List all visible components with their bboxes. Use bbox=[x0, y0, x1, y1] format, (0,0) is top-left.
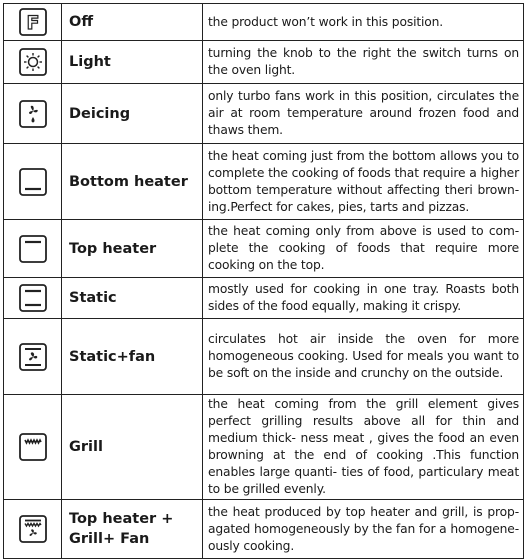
table-row bbox=[4, 395, 524, 500]
mode-name: Bottom heater bbox=[62, 144, 203, 220]
mode-name: Deicing bbox=[62, 84, 203, 144]
mode-name: Static bbox=[62, 278, 203, 319]
table-row bbox=[4, 319, 524, 395]
mode-name: Top heater bbox=[62, 220, 203, 278]
static-fan-icon bbox=[18, 342, 48, 372]
table-row bbox=[4, 41, 524, 84]
top-heater-grill-fan-icon bbox=[18, 514, 48, 544]
mode-description: only turbo fans work in this position, circulates the air at room temperature around frozen food and thaws them. bbox=[203, 84, 524, 144]
mode-description: mostly used for cooking in one tray. Roasts both sides of the food equally, making it crispy. bbox=[203, 278, 524, 319]
mode-description: turning the knob to the right the switch turns on the oven light. bbox=[203, 41, 524, 84]
deicing-icon bbox=[18, 99, 48, 129]
svg-text:F: F bbox=[26, 12, 39, 34]
table-row bbox=[4, 278, 524, 319]
bottom-heater-icon bbox=[18, 167, 48, 197]
off-f-icon bbox=[18, 7, 48, 37]
mode-name: Top heater + Grill+ Fan bbox=[62, 500, 203, 559]
mode-name: Grill bbox=[62, 395, 203, 500]
oven-functions-table bbox=[3, 3, 524, 559]
mode-description: circulates hot air inside the oven for more homogeneous cooking. Used for meals you want to be soft on the inside and crunchy on the outside. bbox=[203, 319, 524, 395]
table-row bbox=[4, 144, 524, 220]
table-row bbox=[4, 4, 524, 41]
mode-description: the heat coming just from the bottom allows you to complete the cooking of foods that require a higher bottom temperature without affecting theri brown- ing.Perfect for cakes, pies, tarts and pizzas. bbox=[203, 144, 524, 220]
mode-name: Light bbox=[62, 41, 203, 84]
mode-description: the heat produced by top heater and grill, is prop- agated homogeneously by the fan for a homogene- ously cooking. bbox=[203, 500, 524, 559]
mode-name: Off bbox=[62, 4, 203, 41]
oven-light-icon bbox=[18, 47, 48, 77]
static-icon bbox=[18, 283, 48, 313]
mode-description: the product won’t work in this position. bbox=[203, 4, 524, 41]
table-row bbox=[4, 220, 524, 278]
table-row bbox=[4, 84, 524, 144]
grill-icon bbox=[18, 432, 48, 462]
mode-name: Static+fan bbox=[62, 319, 203, 395]
mode-description: the heat coming only from above is used to com- plete the cooking of foods that require more cooking on the top. bbox=[203, 220, 524, 278]
top-heater-icon bbox=[18, 234, 48, 264]
mode-description: the heat coming from the grill element gives perfect grilling results above all for thin and medium thick- ness meat , gives the food an even browning at the end of cooking .This function enables large quanti- ties of food, particulary meat to be grilled evenly. bbox=[203, 395, 524, 500]
